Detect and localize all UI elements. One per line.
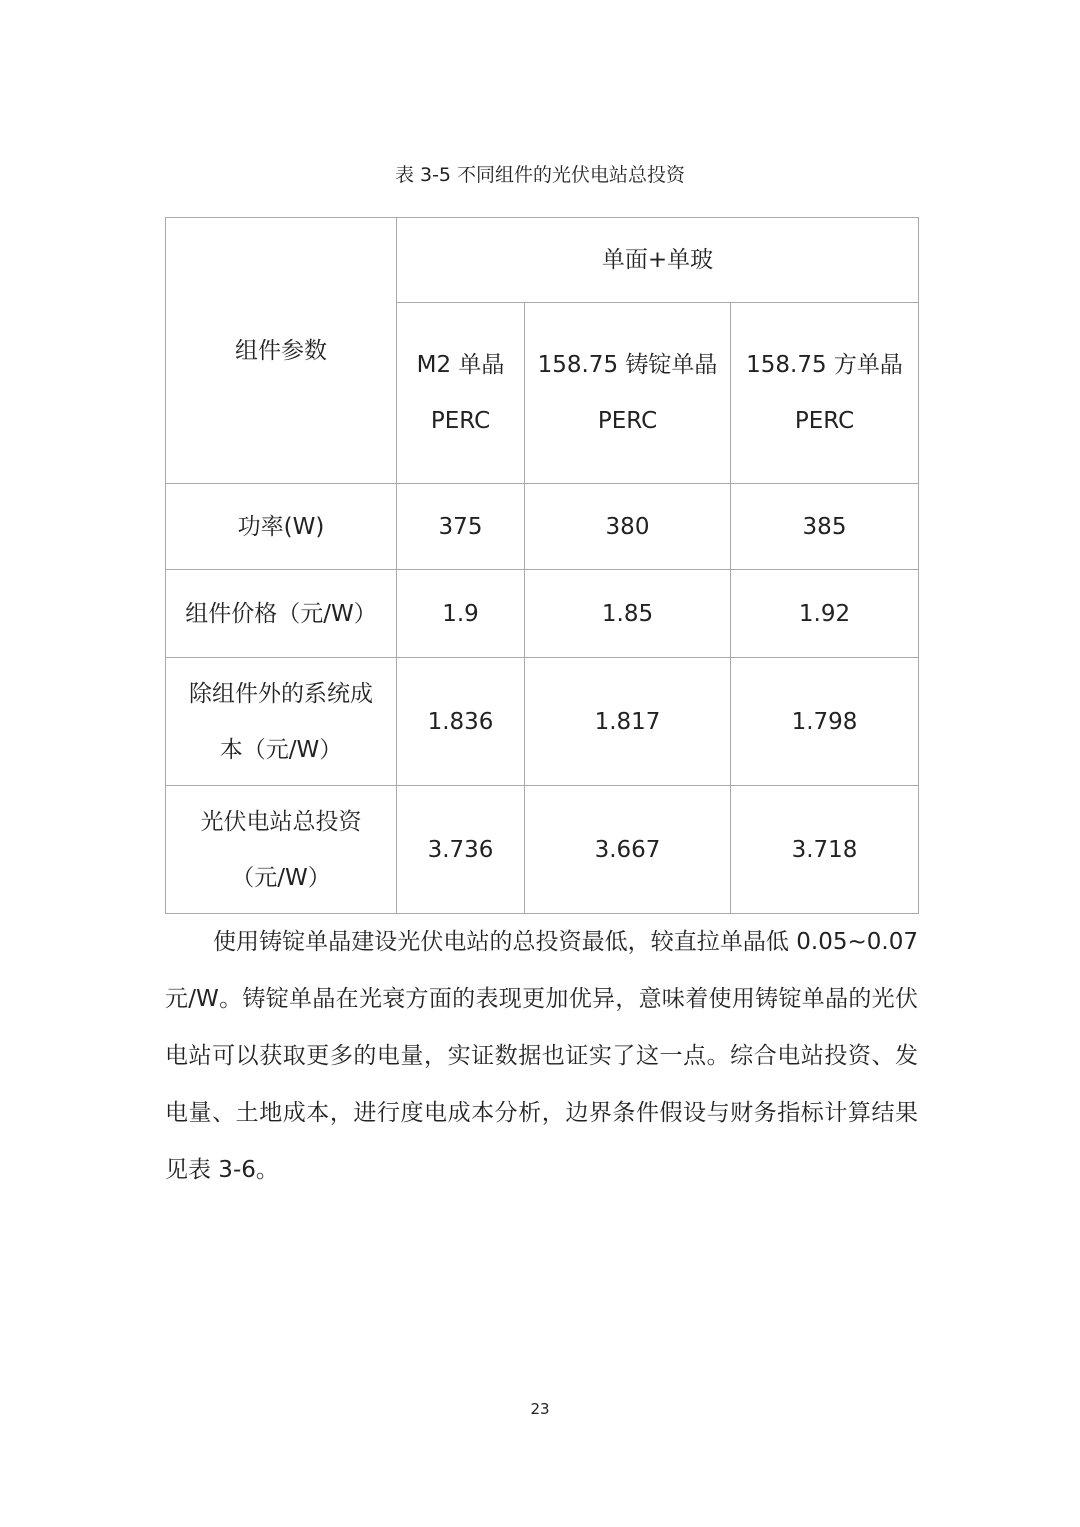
corner-header: 组件参数: [235, 337, 327, 364]
table-cell: 3.718: [731, 786, 919, 914]
table-row: [166, 658, 919, 786]
row-label: [166, 570, 397, 658]
table-row: [166, 484, 919, 570]
column-header-line2: PERC: [430, 408, 491, 434]
table-cell: 1.92: [731, 570, 919, 658]
table-cell: 375: [397, 484, 525, 570]
column-header-line1: M2 单晶: [416, 352, 505, 378]
table-cell: 3.736: [397, 786, 525, 914]
row-label: [166, 786, 397, 914]
column-header-line1: 158.75 铸锭单晶: [537, 352, 718, 378]
table-row: [166, 570, 919, 658]
row-label-line1: 除组件外的系统成: [189, 680, 373, 707]
row-label-text: 组件价格（元/W）: [185, 600, 377, 627]
row-label: [166, 484, 397, 570]
table-cell: 1.817: [525, 658, 731, 786]
column-header-line1: 158.75 方单晶: [746, 352, 903, 378]
row-label-line2: （元/W）: [231, 864, 331, 891]
table-cell: 1.836: [397, 658, 525, 786]
table-cell: 1.85: [525, 570, 731, 658]
column-header-line2: PERC: [794, 408, 855, 434]
row-label-line2: 本（元/W）: [219, 736, 343, 763]
group-header-cell: [397, 218, 919, 303]
column-header-line2: PERC: [597, 408, 658, 434]
table-cell: 385: [731, 484, 919, 570]
column-header: [731, 303, 919, 484]
column-header: [525, 303, 731, 484]
table-header-row: [166, 218, 919, 303]
table-cell: 380: [525, 484, 731, 570]
row-label: [166, 658, 397, 786]
investment-table: [165, 217, 919, 914]
row-label-text: 功率(W): [237, 513, 325, 540]
table-cell: 1.9: [397, 570, 525, 658]
page-number: 23: [530, 1400, 550, 1418]
row-label-line1: 光伏电站总投资: [200, 808, 362, 835]
table-caption: 表 3-5 不同组件的光伏电站总投资: [394, 164, 686, 186]
corner-header-cell: [166, 218, 397, 484]
body-paragraph: 使用铸锭单晶建设光伏电站的总投资最低，较直拉单晶低 0.05~0.07 元/W。铸锭单晶在光衰方面的表现更加优异，意味着使用铸锭单晶的光伏电站可以获取更多的电量，实证数据也证实了这一点。综合电站投资、发电量、土地成本，进行度电成本分析，边界条件假设与财务指标计算结果见表 3-6。: [165, 929, 918, 1183]
column-header: [397, 303, 525, 484]
table-row: [166, 786, 919, 914]
group-header: 单面+单玻: [601, 247, 714, 273]
table-cell: 1.798: [731, 658, 919, 786]
table-cell: 3.667: [525, 786, 731, 914]
